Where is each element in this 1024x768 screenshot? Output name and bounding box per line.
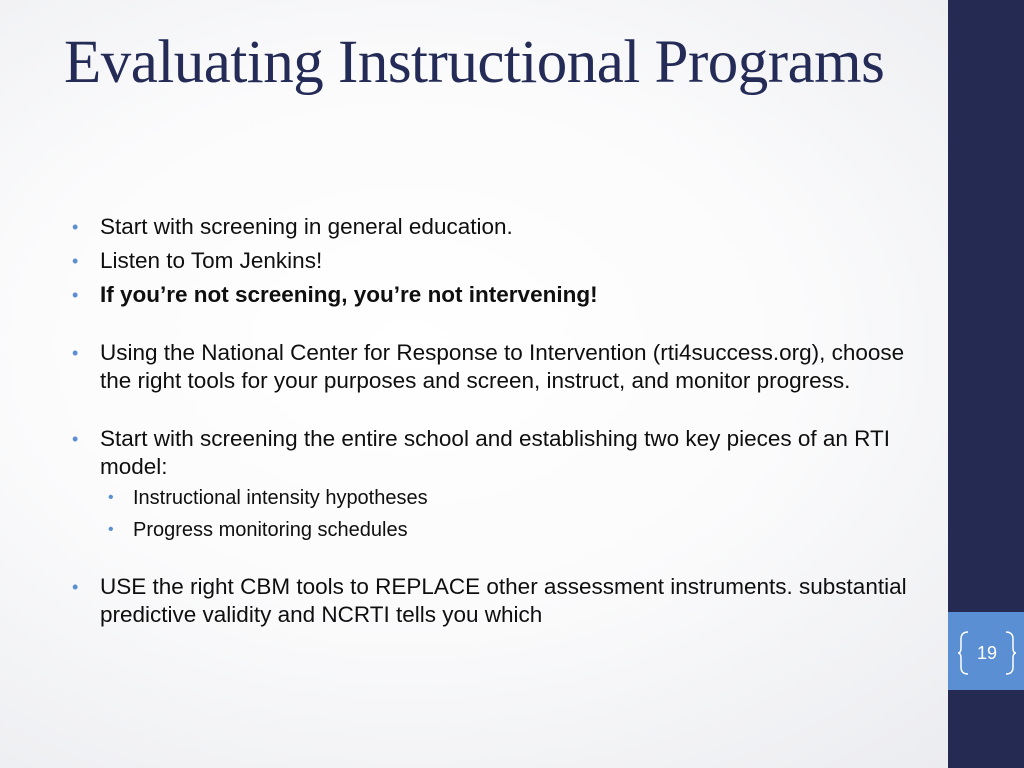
bullet-item: [72, 573, 922, 629]
bullet-item: [72, 425, 922, 543]
bullet-item: [72, 339, 922, 395]
sub-bullet-text: Progress monitoring schedules: [133, 519, 408, 541]
slide-title: Evaluating Instructional Programs: [64, 29, 885, 96]
sub-bullet-item: [100, 517, 922, 543]
bullet-text: Start with screening in general education.: [100, 214, 513, 239]
sub-bullet-text: Instructional intensity hypotheses: [133, 487, 428, 509]
bullet-text: USE the right CBM tools to REPLACE other assessment instruments. substantial predictive validity and NCRTI tells you which: [100, 574, 907, 627]
sub-bullet-list: [100, 485, 922, 543]
bullet-icon: •: [72, 251, 79, 271]
bullet-icon: •: [72, 429, 79, 449]
bullet-list: [72, 213, 922, 629]
bullet-icon: •: [72, 343, 79, 363]
bullet-icon: •: [72, 577, 79, 597]
bullet-item: [72, 213, 922, 241]
bullet-text: Listen to Tom Jenkins!: [100, 248, 323, 273]
sub-bullet-icon: •: [108, 521, 114, 538]
page-number: 19: [976, 642, 998, 663]
slide-content: [72, 213, 922, 635]
bullet-text: Using the National Center for Response to Intervention (rti4success.org), choose the right tools for your purposes and screen, instruct, and monitor progress.: [100, 340, 905, 393]
sub-bullet-icon: •: [108, 489, 114, 506]
bullet-icon: •: [72, 217, 79, 237]
bullet-item: [72, 281, 922, 309]
sub-bullet-item: [100, 485, 922, 511]
bullet-text: Start with screening the entire school and establishing two key pieces of an RTI model:: [100, 426, 891, 479]
bullet-icon: •: [72, 285, 79, 305]
bullet-text-bold: If you’re not screening, you’re not intervening!: [100, 282, 598, 307]
bullet-item: [72, 247, 922, 275]
